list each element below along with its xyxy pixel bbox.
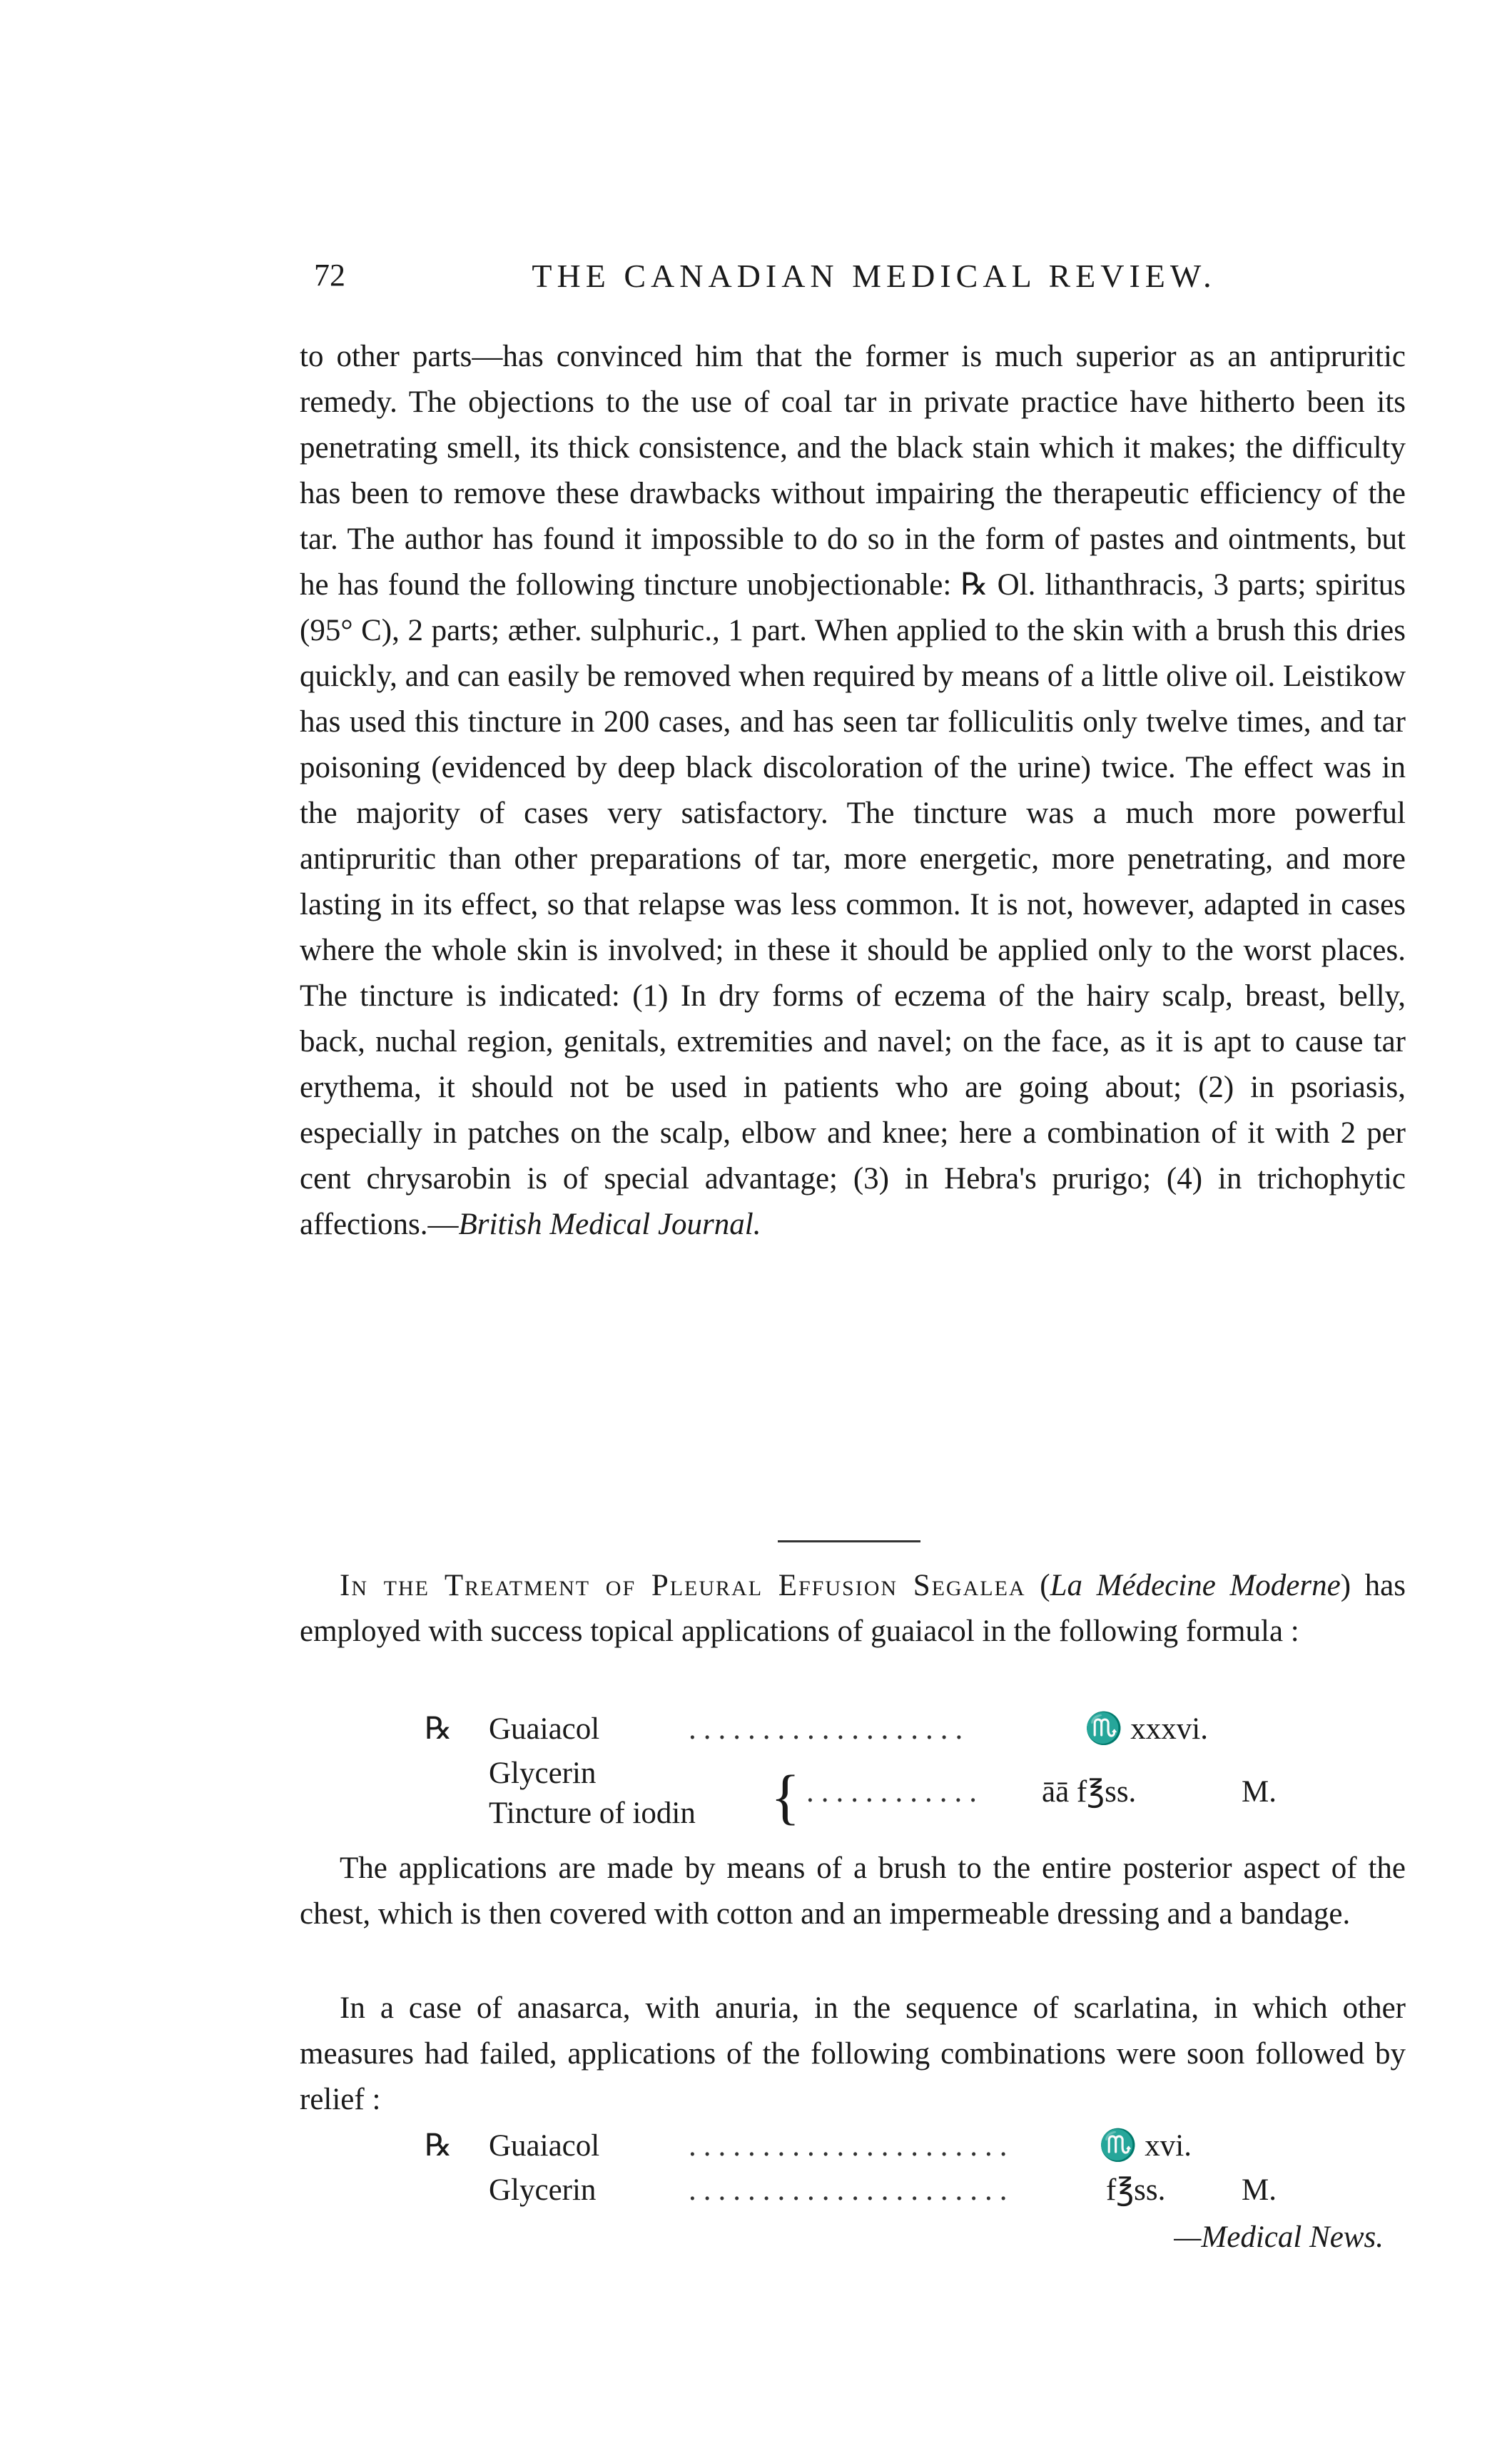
prescription-row xyxy=(300,1707,1406,1752)
recipe-symbol: ℞ xyxy=(425,2129,452,2163)
prescription-row xyxy=(300,2124,1406,2168)
prescription-1 xyxy=(300,1707,1406,1836)
misce-mark: M. xyxy=(1242,2173,1277,2207)
ingredient-quantity: āā f℥ss. xyxy=(1042,1775,1137,1809)
source-citation: British Medical Journal. xyxy=(458,1208,761,1241)
leader-dots: ................... xyxy=(689,1712,970,1746)
leader-dots: ...................... xyxy=(689,2173,1015,2207)
ingredient-name: Tincture of iodin xyxy=(489,1796,696,1830)
source-citation: —Medical News. xyxy=(1174,2220,1384,2254)
misce-mark: M. xyxy=(1242,1775,1277,1809)
prescription-2 xyxy=(300,2124,1406,2213)
leader-dots: ............ xyxy=(806,1775,984,1809)
ingredient-name: Glycerin xyxy=(489,1757,597,1790)
article-paragraph-4: In a case of anasarca, with anuria, in the sequence of scarlatina, in which other measures had failed, applications of the following combinations were soon followed by relief : xyxy=(300,1991,1406,2116)
paragraph-text: to other parts—has convinced him that the former is much superior as an antipruritic remedy. The objections to the use of coal tar in private practice have hitherto been its penetrating smell, its thick consistence, and the black stain which it makes; the difficulty has been to remove these drawbacks without impairing the therapeutic efficiency of the tar. The author has found it impossible to do so in the form of pastes and ointments, but he has found the following tincture unobjectionable: ℞ Ol. lithanthracis, 3 parts; spiritus (95° C), 2 parts; æther. sulphuric., 1 part. When applied to the skin with a brush this dries quickly, and can easily be removed when required by means of a little olive oil. Leistikow has used this tincture in 200 cases, and has seen tar folliculitis only twelve times, and tar poisoning (evidenced by deep black discoloration of the urine) twice. The effect was in the majority of cases very satisfactory. The tincture was a much more powerful antipruritic than other preparations of tar, more energetic, more penetrating, and more lasting in its effect, so that relapse was less common. It is not, however, adapted in cases where the whole skin is involved; in these it should be applied only to the worst places. The tincture is indicated: (1) In dry forms of eczema of the hairy scalp, breast, belly, back, nuchal region, genitals, extremities and navel; on the face, as it is apt to cause tar erythema, it should not be used in patients who are going about; (2) in psoriasis, especially in patches on the scalp, elbow and knee; here a combination of it with 2 per cent chrysarobin is of special advantage; (3) in Hebra's prurigo; (4) in trichophytic affections.— xyxy=(300,340,1406,1241)
article-paragraph-1 xyxy=(300,334,1406,1248)
ingredient-quantity: f℥ss. xyxy=(1106,2173,1166,2207)
running-title: THE CANADIAN MEDICAL REVIEW. xyxy=(532,258,1217,294)
section-divider xyxy=(778,1540,920,1542)
brace: { xyxy=(771,1762,801,1831)
recipe-symbol: ℞ xyxy=(425,1712,452,1746)
ingredient-quantity: ♏ xxxvi. xyxy=(1085,1712,1208,1746)
section-lead: In the Treatment of Pleural Effusion Segalea xyxy=(340,1569,1026,1602)
leader-dots: ...................... xyxy=(689,2129,1015,2163)
prescription-row xyxy=(300,2168,1406,2213)
article-paragraph-2 xyxy=(300,1563,1406,1654)
journal-name: La Médecine Moderne xyxy=(1050,1569,1341,1602)
paren-open: ( xyxy=(1025,1569,1050,1602)
page-number: 72 xyxy=(314,258,345,293)
ingredient-name: Guaiacol xyxy=(489,2129,600,2163)
article-paragraph-3: The applications are made by means of a brush to the entire posterior aspect of the chest, which is then covered with cotton and an impermeable dressing and a bandage. xyxy=(300,1851,1406,1931)
page-header xyxy=(300,257,1406,307)
prescription-row xyxy=(300,1775,1406,1836)
ingredient-name: Guaiacol xyxy=(489,1712,600,1746)
ingredient-quantity: ♏ xvi. xyxy=(1099,2129,1192,2163)
ingredient-name: Glycerin xyxy=(489,2173,597,2207)
paragraph-text: ) has employed with success topical applications of guaiacol in the following formula : xyxy=(300,1569,1406,1648)
